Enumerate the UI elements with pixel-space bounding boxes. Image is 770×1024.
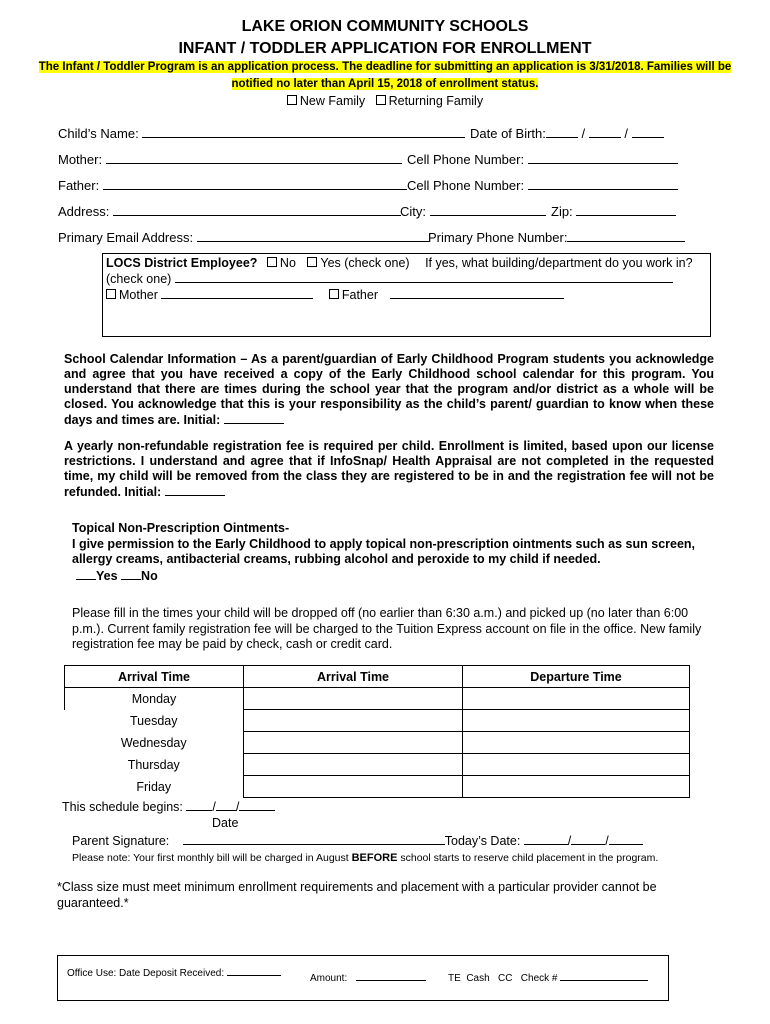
city-row [400,202,546,219]
primary-phone-field[interactable] [567,228,685,242]
schedule-row [65,732,690,754]
building-field[interactable] [175,272,673,283]
thursday-arrival-cell[interactable] [244,754,463,776]
mother-label: Mother: [58,152,103,167]
father-field[interactable] [103,176,407,190]
monday-departure-cell[interactable] [463,688,690,710]
times-paragraph: Please fill in the times your child will be dropped off (no earlier than 6:30 a.m.) and picked up (no later than 6:00 p.m.). Current family registration fee will be charged to the Tuition Express account on file in the office. New family registration fee may be paid by check, cash or credit card. [72,606,702,651]
todays-date-label: Today’s Date: [444,834,521,848]
title-line-1: LAKE ORION COMMUNITY SCHOOLS [241,18,529,35]
email-row [58,228,429,245]
employee-no-label: No [279,256,296,270]
primary-phone-label: Primary Phone Number: [428,230,568,245]
check-one-label: (check one) [106,272,172,286]
employee-mother-checkbox[interactable] [106,289,116,299]
address-row [58,202,401,219]
amount-row [310,971,426,984]
new-family-checkbox[interactable] [287,95,297,105]
cell2-row [407,176,678,193]
ointments-no-label: No [141,569,158,583]
schedule-begins-label: This schedule begins: [62,800,183,814]
father-label: Father: [58,178,100,193]
employee-father-field[interactable] [390,288,564,299]
todays-day-field[interactable] [571,834,605,845]
primary-phone-row [428,228,685,245]
wednesday-departure-cell[interactable] [463,732,690,754]
deposit-row [67,966,281,979]
schedule-row [65,754,690,776]
returning-family-label: Returning Family [388,94,484,108]
ointments-yes-no [76,569,158,583]
tuesday-departure-cell[interactable] [463,710,690,732]
begin-year-field[interactable] [239,800,275,811]
date-caption: Date [212,816,239,830]
begin-day-field[interactable] [216,800,236,811]
calendar-initial-field[interactable] [224,412,284,424]
returning-family-checkbox[interactable] [376,95,386,105]
new-family-label: New Family [299,94,366,108]
schedule-row [65,688,690,710]
schedule-table [64,665,690,798]
begin-month-field[interactable] [186,800,212,811]
todays-year-field[interactable] [609,834,643,845]
schedule-header-row [65,666,690,688]
schedule-row [65,710,690,732]
monday-arrival-cell[interactable] [244,688,463,710]
amount-field[interactable] [356,971,426,981]
city-field[interactable] [430,202,546,216]
title-line-2: INFANT / TODDLER APPLICATION FOR ENROLLMENT [178,40,592,57]
payment-type-label: TE Cash CC Check # [448,973,558,984]
cell2-label: Cell Phone Number: [407,178,525,193]
email-label: Primary Email Address: [58,230,194,245]
day-wednesday: Wednesday [65,732,244,754]
notice-line-2: notified no later than April 15, 2018 of enrollment status. [231,78,539,90]
todays-month-field[interactable] [524,834,568,845]
employee-no-checkbox[interactable] [267,257,277,267]
class-size-note: *Class size must meet minimum enrollment requirements and placement with a particular provider cannot be guaranteed.* [57,880,657,910]
zip-row [551,202,676,219]
schedule-row [65,776,690,798]
day-tuesday: Tuesday [65,710,244,732]
ointments-yes-field[interactable] [76,569,96,580]
day-thursday: Thursday [65,754,244,776]
employee-yes-label: Yes (check one) [320,256,410,270]
ointments-heading: Topical Non-Prescription Ointments- [72,521,290,535]
schedule-header-2: Arrival Time [244,666,463,688]
cell1-row [407,150,678,167]
employee-question-row [106,256,693,270]
father-row [58,176,407,193]
cell1-field[interactable] [528,150,678,164]
calendar-text: School Calendar Information – As a parent/guardian of Early Childhood Program students you acknowledge and agree that you have received a copy of the Early Childhood school calendar for this program. You understand that there are times during the school year that the program and/or district as a whole will be closed. You acknowledge that this is your responsibility as the child’s parent/ guardian to know when these days and times are. Initial: [64,352,714,427]
employee-father-label: Father [341,288,379,302]
parent-signature-label: Parent Signature: [72,834,170,848]
city-label: City: [400,204,426,219]
dob-day-field[interactable] [589,124,621,138]
deposit-date-field[interactable] [227,966,281,976]
check-one-row [106,272,673,286]
signature-row: Parent Signature: Today’s Date: / / [72,834,643,848]
day-monday: Monday [65,688,244,710]
schedule-header-3: Departure Time [463,666,690,688]
address-label: Address: [58,204,110,219]
child-name-field[interactable] [142,124,465,138]
calendar-paragraph [64,352,714,428]
cell1-label: Cell Phone Number: [407,152,525,167]
day-friday: Friday [65,776,244,798]
employee-parent-row [106,288,564,302]
deposit-label: Office Use: Date Deposit Received: [67,968,225,979]
fee-paragraph [64,439,714,500]
dob-month-field[interactable] [546,124,578,138]
note-text-post: school starts to reserve child placement in the program. [400,852,659,864]
friday-arrival-cell[interactable] [244,776,463,798]
dob-year-field[interactable] [632,124,664,138]
employee-yes-checkbox[interactable] [307,257,317,267]
employee-building-question: If yes, what building/department do you work in? [425,256,693,270]
note-text-bold: BEFORE [351,852,398,864]
wednesday-arrival-cell[interactable] [244,732,463,754]
billing-note [72,852,658,864]
employee-mother-label: Mother [119,288,158,302]
zip-label: Zip: [551,204,573,219]
amount-label: Amount: [310,973,348,984]
employee-father-checkbox[interactable] [329,289,339,299]
fee-text: A yearly non-refundable registration fee is required per child. Enrollment is limited, based upon our license restrictions. I understand and agree that if InfoSnap/ Health Appraisal are not completed in the requested time, my child will be removed from the class they are registered to be in and the registration fee will not be refunded. Initial: [64,439,714,499]
schedule-begins-row: This schedule begins: / / [62,800,275,814]
notice-line-1: The Infant / Toddler Program is an application process. The deadline for submitting an application is 3/31/2018. Families will be [38,61,732,73]
child-name-row [58,124,465,141]
employee-box [102,253,711,337]
fee-initial-field[interactable] [165,484,225,496]
office-use-box [57,955,669,1001]
payment-row [448,971,648,984]
friday-departure-cell[interactable] [463,776,690,798]
ointments-no-field[interactable] [121,569,141,580]
cell2-field[interactable] [528,176,678,190]
ointments-yes-label: Yes [96,569,118,583]
schedule-header-1: Arrival Time [65,666,244,688]
mother-field[interactable] [106,150,402,164]
family-type [0,94,770,108]
child-name-label: Child’s Name: [58,126,139,141]
employee-label: LOCS District Employee? [106,256,258,270]
note-text-pre: Please note: Your first monthly bill will be charged in August [72,852,349,864]
ointments-text: I give permission to the Early Childhood to apply topical non-prescription ointments such as sun screen, allergy creams, antibacterial creams, rubbing alcohol and peroxide to my child if needed. [72,537,696,566]
tuesday-arrival-cell[interactable] [244,710,463,732]
check-number-field[interactable] [560,971,648,981]
email-field[interactable] [197,228,429,242]
zip-field[interactable] [576,202,676,216]
thursday-departure-cell[interactable] [463,754,690,776]
mother-row [58,150,402,167]
address-field[interactable] [113,202,401,216]
dob-label: Date of Birth: [470,126,546,141]
parent-signature-field[interactable] [183,834,445,845]
employee-mother-field[interactable] [161,288,313,299]
dob-row: Date of Birth: / / [470,124,664,141]
